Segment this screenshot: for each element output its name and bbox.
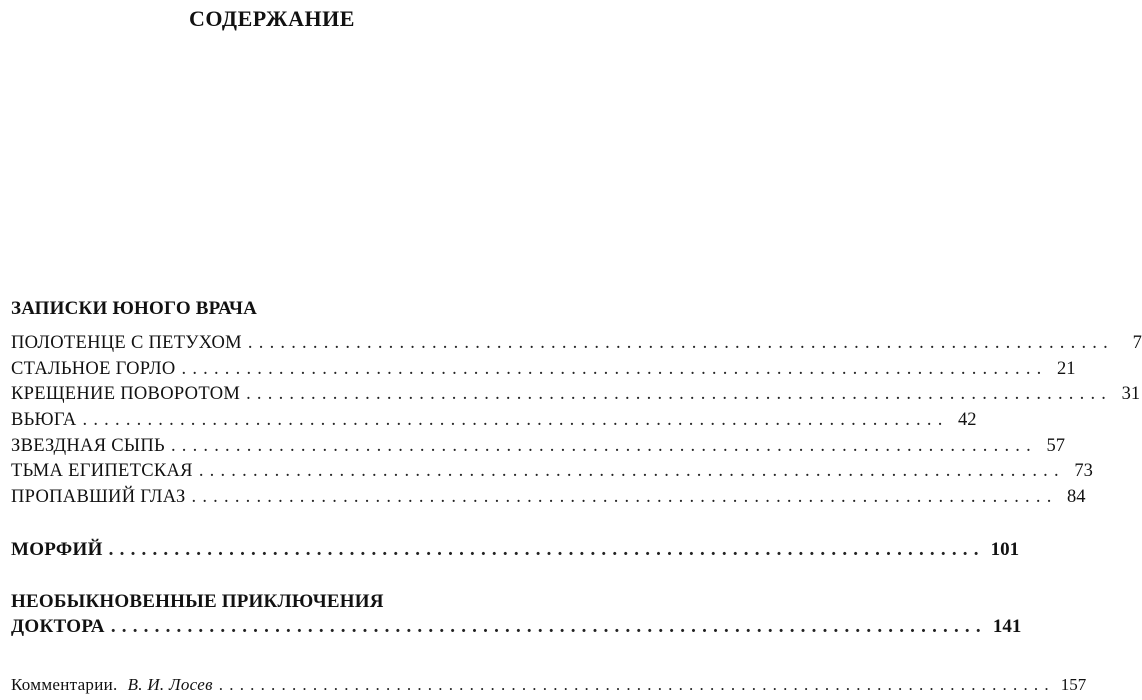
dot-leader: ................................................................................	[198, 461, 1065, 481]
dot-leader: ................................................................................	[247, 333, 1114, 353]
entry-page: 141	[992, 616, 1022, 637]
entry-page: 21	[1057, 359, 1076, 379]
entry-title: ТЬМА ЕГИПЕТСКАЯ	[11, 461, 193, 481]
section-title-notes: ЗАПИСКИ ЮНОГО ВРАЧА	[11, 298, 258, 319]
entry-page: 57	[1046, 436, 1065, 456]
toc-entry-morphine[interactable]	[11, 539, 1020, 561]
toc-entry[interactable]	[11, 409, 977, 431]
toc-entry[interactable]	[11, 460, 1093, 482]
dot-leader: ................................................................................	[218, 675, 1055, 694]
entry-title: КРЕЩЕНИЕ ПОВОРОТОМ	[11, 384, 241, 404]
entry-page: 31	[1121, 384, 1141, 404]
toc-entry-comments[interactable]	[11, 674, 1087, 696]
dot-leader: ................................................................................	[170, 436, 1037, 456]
dot-leader: ................................................................................	[181, 359, 1048, 379]
entry-title: ДОКТОРА	[11, 616, 105, 637]
entry-page: 73	[1074, 461, 1093, 481]
toc-entry-adventures[interactable]	[11, 616, 1022, 638]
section-title-adventures: НЕОБЫКНОВЕННЫЕ ПРИКЛЮЧЕНИЯ	[11, 591, 384, 612]
entry-page: 101	[990, 539, 1020, 560]
comments-author: В. И. Лосев	[127, 675, 213, 694]
comments-label: Комментарии.	[11, 675, 118, 694]
entry-title: ПОЛОТЕНЦЕ С ПЕТУХОМ	[11, 333, 242, 353]
toc-heading: СОДЕРЖАНИЕ	[189, 6, 355, 31]
entry-title: ЗВЕЗДНАЯ СЫПЬ	[11, 436, 165, 456]
entry-title: ВЬЮГА	[11, 410, 77, 430]
dot-leader: ................................................................................	[191, 487, 1058, 507]
entry-title: МОРФИЙ	[11, 539, 103, 560]
entry-title: СТАЛЬНОЕ ГОРЛО	[11, 359, 176, 379]
entry-page: 7	[1132, 333, 1142, 353]
toc-entry[interactable]	[11, 486, 1086, 508]
dot-leader: ................................................................................	[108, 539, 985, 560]
toc-entry[interactable]	[11, 435, 1065, 457]
toc-entry[interactable]	[11, 332, 1142, 354]
dot-leader: ................................................................................	[110, 616, 987, 637]
toc-entry[interactable]	[11, 358, 1076, 380]
dot-leader: ................................................................................	[246, 384, 1113, 404]
entry-page: 42	[958, 410, 977, 430]
entry-page: 157	[1060, 675, 1087, 694]
dot-leader: ................................................................................	[82, 410, 949, 430]
entry-title: ПРОПАВШИЙ ГЛАЗ	[11, 487, 186, 507]
entry-page: 84	[1067, 487, 1086, 507]
toc-entry[interactable]	[11, 383, 1141, 405]
